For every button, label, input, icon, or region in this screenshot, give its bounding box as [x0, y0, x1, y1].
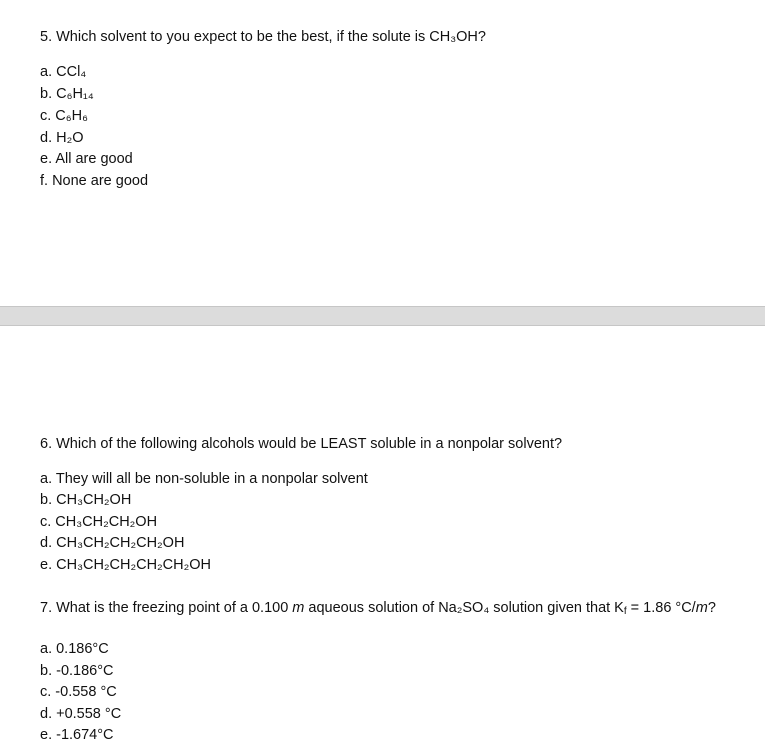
question-5-option-e: e. All are good: [40, 151, 133, 167]
question-5-text: 5. Which solvent to you expect to be the best, if the solute is CH₃OH?: [40, 29, 486, 45]
question-5-option-f: f. None are good: [40, 173, 149, 189]
question-5-option-d: d. H₂O: [40, 130, 84, 146]
question-7-prefix: 7. What is the freezing point of a 0.100: [40, 600, 293, 616]
question-7-option-d: d. +0.558 °C: [40, 706, 122, 722]
question-7-suffix: = 1.86 °C/: [626, 600, 696, 616]
question-6-text: 6. Which of the following alcohols would be LEAST soluble in a nonpolar solvent?: [40, 436, 563, 452]
document-page-top: [0, 0, 765, 306]
question-7-kf-subscript: f: [623, 606, 627, 617]
question-6-option-b: b. CH₃CH₂OH: [40, 492, 132, 508]
page-separator: [0, 306, 765, 326]
question-6-option-d: d. CH₃CH₂CH₂CH₂OH: [40, 535, 185, 551]
question-6-option-e: e. CH₃CH₂CH₂CH₂CH₂OH: [40, 557, 212, 573]
question-7-option-a: a. 0.186°C: [40, 641, 109, 657]
question-7-unit-m: m: [695, 600, 708, 616]
question-5-option-c: c. C₆H₆: [40, 108, 88, 124]
question-7-option-c: c. -0.558 °C: [40, 684, 117, 700]
question-7-middle: aqueous solution of Na₂SO₄ solution given that K: [304, 600, 624, 616]
question-7-molal: m: [292, 600, 305, 616]
question-7-option-e: e. -1.674°C: [40, 727, 114, 743]
question-7-option-b: b. -0.186°C: [40, 663, 114, 679]
document-page-bottom: [0, 326, 765, 754]
question-5-option-b: b. C₆H₁₄: [40, 86, 94, 102]
question-6-option-a: a. They will all be non-soluble in a nonpolar solvent: [40, 471, 368, 487]
question-7-text: [40, 599, 716, 617]
question-5-option-a: a. CCl₄: [40, 64, 87, 80]
question-7-end: ?: [707, 600, 716, 616]
question-6-option-c: c. CH₃CH₂CH₂OH: [40, 514, 158, 530]
